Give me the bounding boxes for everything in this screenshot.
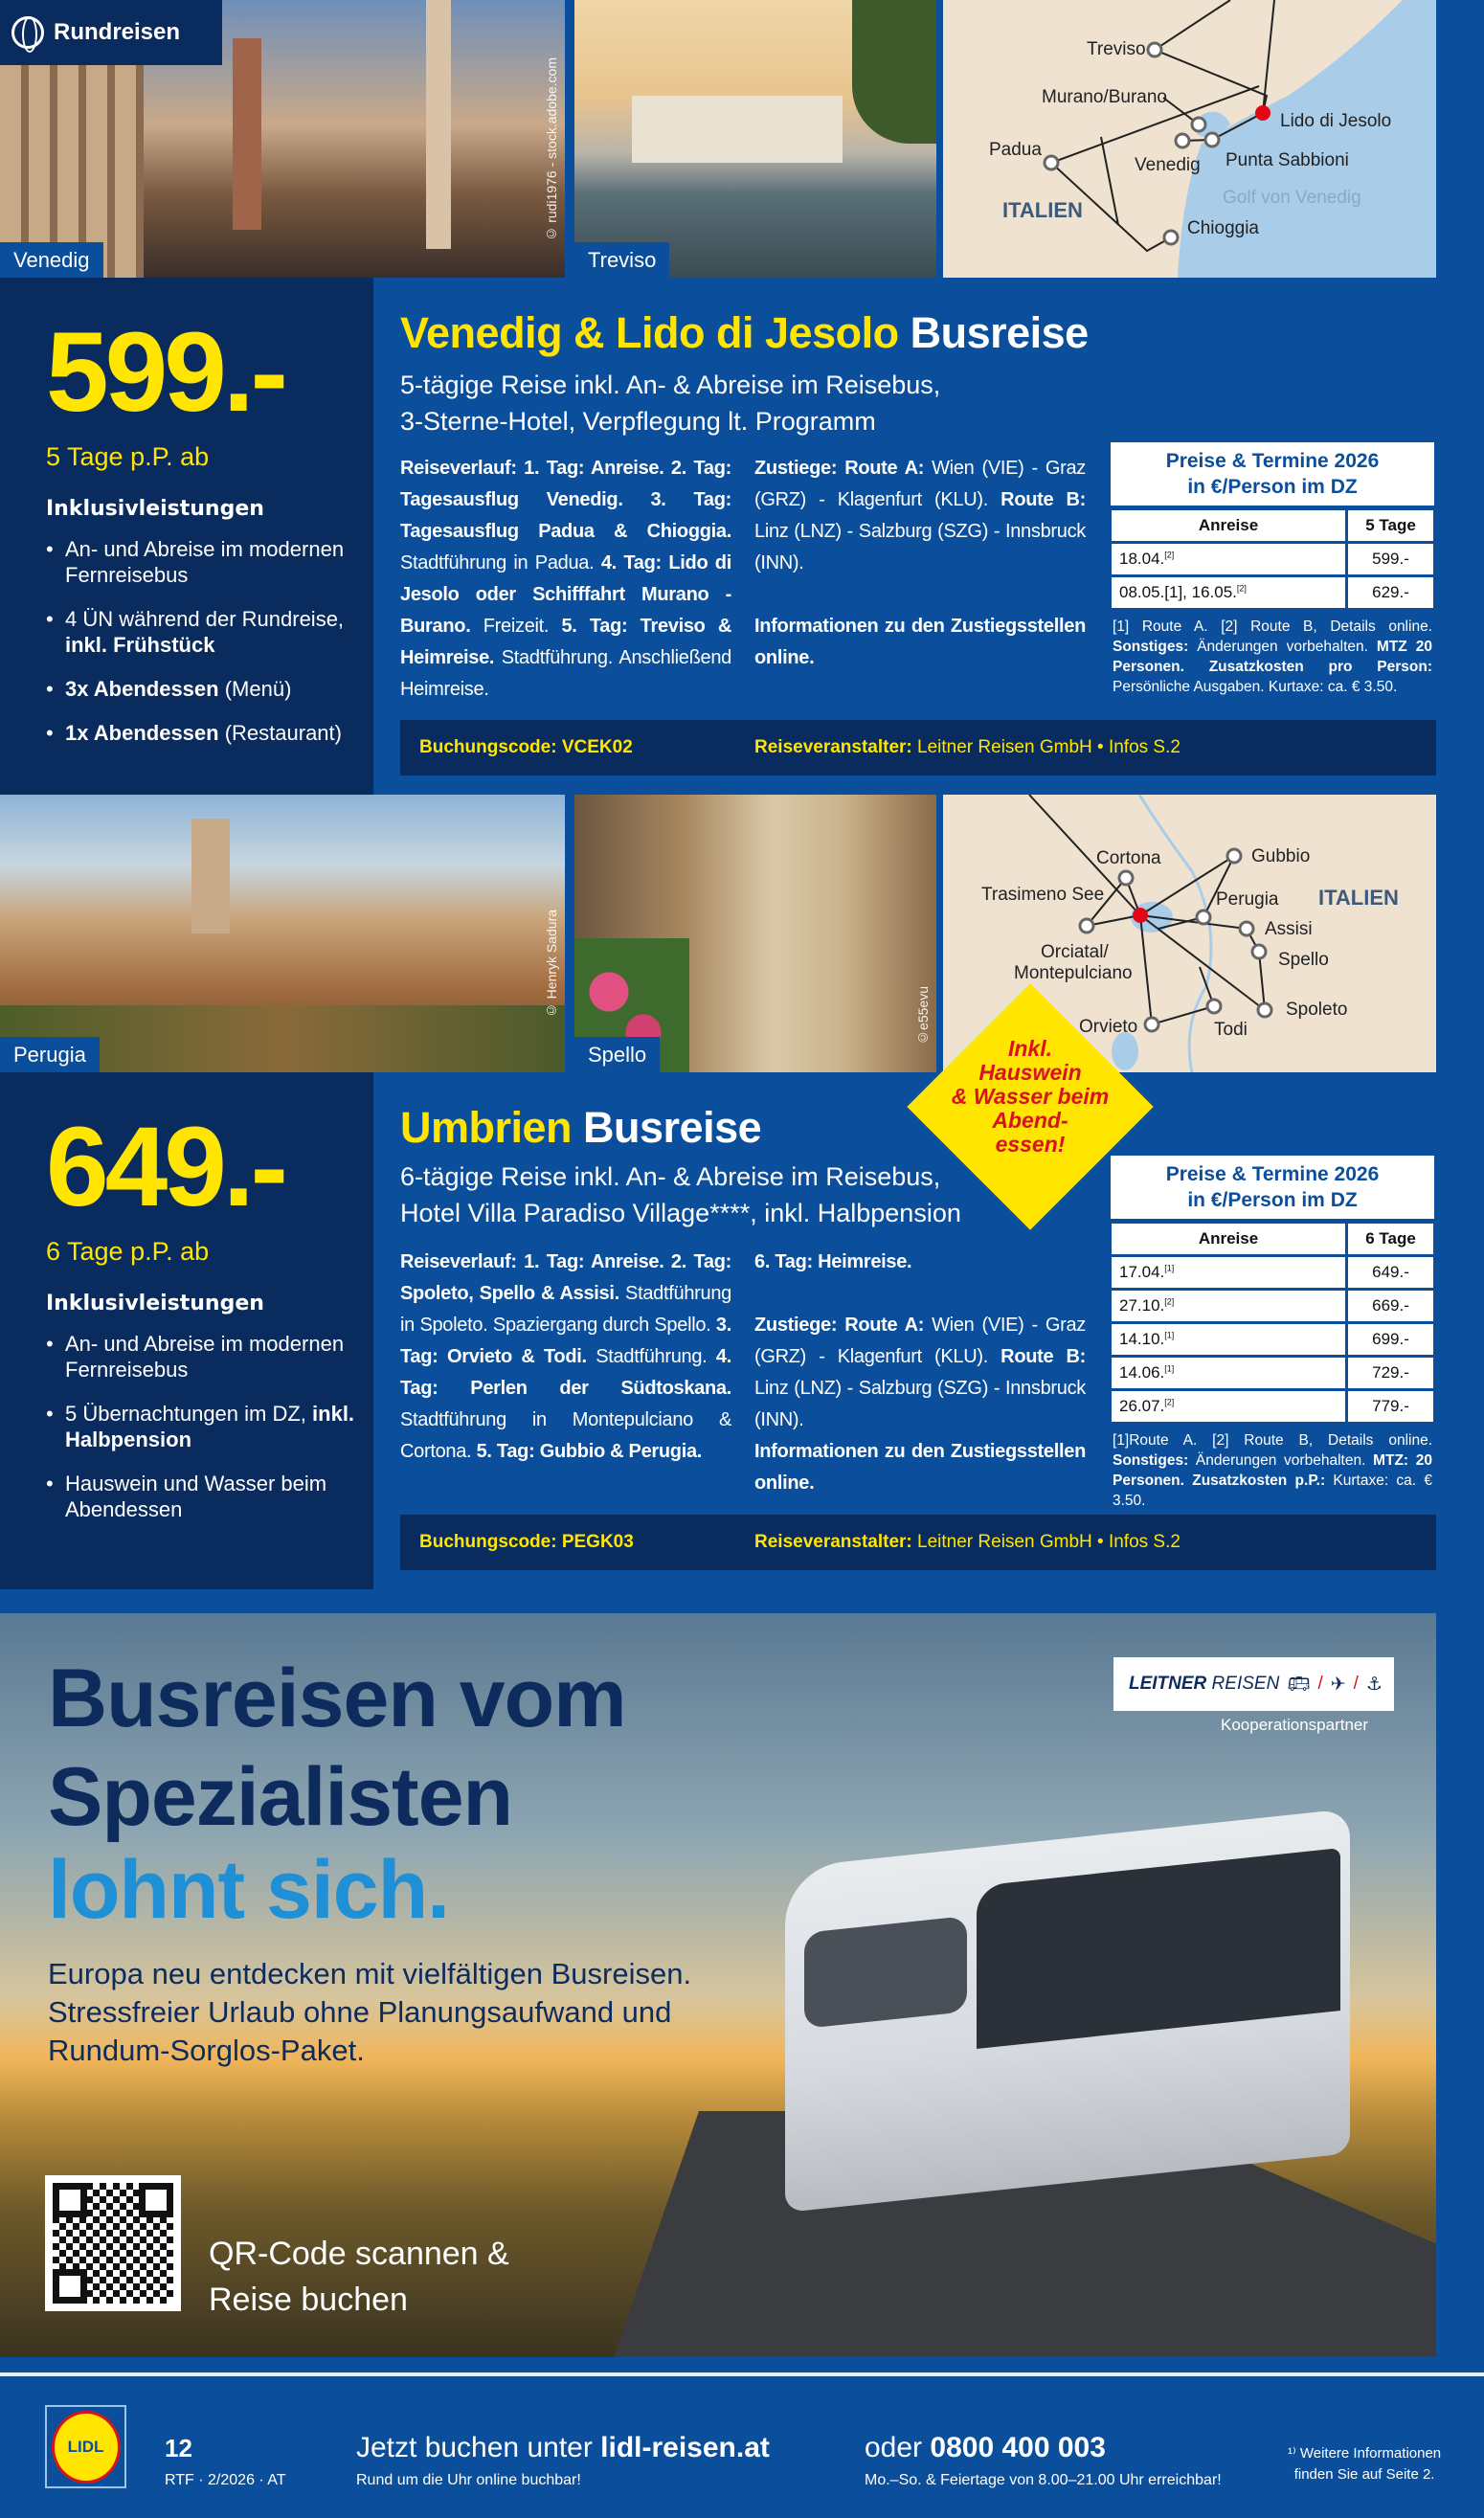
inclusion-item: [46, 720, 373, 746]
text: An- und Abreise im modernen Fernreisebus: [65, 537, 345, 587]
table-row: [1111, 1323, 1435, 1357]
lidl-logo-text: LIDL: [52, 2411, 121, 2484]
text: Wien (VIE) - Graz (GRZ) - Klagenfurt (KLU).: [754, 1315, 1086, 1367]
price-table-title: [1109, 440, 1436, 507]
route-note: [2]: [1164, 1397, 1175, 1407]
footer-note-line: finden Sie auf Seite 2.: [1293, 2466, 1435, 2483]
text: Wien (VIE) - Graz (GRZ) - Klagenfurt (KLU).: [754, 458, 1086, 510]
globe-icon: [11, 16, 44, 49]
text: Stadtführung. Anschließend Heimreise.: [400, 647, 731, 700]
book-url-link[interactable]: lidl-reisen.at: [600, 2432, 770, 2463]
map-label: Murano/Burano: [1042, 87, 1167, 107]
phone-number[interactable]: 0800 400 003: [930, 2432, 1106, 2463]
text: Stadtführung in Montepulciano & Cortona.: [400, 1409, 731, 1462]
route-map-venedig: [943, 0, 1436, 278]
bold-text: 5. Tag: Gubbio & Perugia.: [476, 1441, 703, 1462]
date: 18.04.: [1119, 550, 1165, 568]
price-cell: 729.-: [1347, 1357, 1435, 1390]
inclusion-item: [46, 536, 373, 588]
inclusions-list: [46, 536, 373, 746]
map-label: Golf von Venedig: [1223, 188, 1361, 208]
booking-code: Buchungscode: VCEK02: [419, 737, 633, 757]
photo-caption: Spello: [574, 1037, 660, 1072]
date: 17.04.: [1119, 1263, 1165, 1281]
map-label: Cortona: [1096, 848, 1161, 868]
map-label: Padua: [989, 140, 1042, 160]
date-cell: [1111, 1390, 1347, 1424]
qr-caption: [209, 2231, 509, 2323]
text: [1] Route A. [2] Route B, Details online.: [1113, 618, 1432, 635]
banner-text-line: Rundum-Sorglos-Paket.: [48, 2034, 365, 2067]
booking-bar: [400, 720, 1436, 776]
price-cell: 629.-: [1347, 576, 1435, 610]
map-label: Orvieto: [1079, 1017, 1138, 1037]
table-row: [1111, 543, 1435, 576]
bold-text: 3x Abendessen: [65, 677, 219, 701]
bold-text: MTZ 20 Personen. Zusatzkosten pro Person:: [1113, 639, 1432, 675]
bold-text: 4. Tag: Lido di Jesolo oder Schifffahrt Murano - Burano.: [400, 552, 731, 637]
price-subtitle: 5 Tage p.P. ab: [46, 442, 210, 471]
date-cell: [1111, 543, 1347, 576]
photo-perugia: [0, 795, 565, 1072]
bold-text: 4. Tag: Perlen der Südtoskana.: [400, 1346, 731, 1399]
offer-subtitle: [400, 367, 940, 439]
photo-spello: [574, 795, 936, 1072]
inclusions-title: Inklusivleistungen: [46, 497, 264, 521]
organizer-value: Leitner Reisen GmbH • Infos S.2: [911, 1532, 1180, 1552]
bold-text: MTZ: 20 Personen. Zusatzkosten p.P.:: [1113, 1452, 1432, 1489]
map-label: Montepulciano: [1014, 963, 1133, 983]
booking-code: Buchungscode: PEGK03: [419, 1532, 634, 1552]
inclusion-item: [46, 1401, 373, 1452]
offer-title-rest: Busreise: [898, 308, 1089, 357]
banner-text-line: Stressfreier Urlaub ohne Planungsaufwand und: [48, 1995, 672, 2029]
offer-title: [400, 308, 1089, 358]
subtitle-line: 6-tägige Reise inkl. An- & Abreise im Reisebus,: [400, 1162, 941, 1191]
offer-title-highlight: Venedig & Lido di Jesolo: [400, 308, 899, 357]
buildings: [632, 96, 843, 163]
subtitle-line: 5-tägige Reise inkl. An- & Abreise im Reisebus,: [400, 371, 941, 399]
text: Stadtführung.: [586, 1346, 716, 1367]
inclusion-item: [46, 1471, 373, 1522]
organizer-label: Reiseveranstalter:: [754, 737, 912, 757]
subtitle-line: 3-Sterne-Hotel, Verpflegung lt. Programm: [400, 407, 876, 436]
offer-1-summary: [0, 278, 373, 795]
logo-light: REISEN: [1206, 1674, 1280, 1694]
map-label: Perugia: [1216, 889, 1279, 910]
organizer: [754, 737, 1180, 758]
offer-title-highlight: Umbrien: [400, 1103, 573, 1152]
banner-text-line: Europa neu entdecken mit vielfältigen Busreisen.: [48, 1957, 692, 1990]
text: Persönliche Ausgaben. Kurtaxe: ca. € 3.50.: [1113, 679, 1398, 695]
bold-text: Route B:: [1001, 1346, 1086, 1367]
photo-caption: Venedig: [0, 242, 103, 278]
route-note: [2]: [1236, 583, 1247, 594]
text: Änderungen vorbehalten.: [1188, 639, 1377, 655]
price-table-grid: [1109, 1221, 1436, 1425]
date: 14.10.: [1119, 1330, 1165, 1348]
map-label: Gubbio: [1251, 846, 1311, 866]
badge-line: Abend-: [992, 1108, 1068, 1133]
date-cell: [1111, 576, 1347, 610]
organizer: [754, 1532, 1180, 1553]
table-footnote: [1109, 617, 1436, 697]
price-table: [1109, 440, 1436, 697]
bus: [785, 1809, 1350, 2213]
bold-text: Route B:: [1001, 489, 1086, 510]
bold-text: inkl. Halbpension: [65, 1402, 355, 1451]
text: Kurtaxe: ca. € 3.50.: [1113, 1473, 1432, 1509]
footer: [0, 2372, 1484, 2518]
offer-title-rest: Busreise: [572, 1103, 762, 1152]
route-note: [1]: [1164, 1330, 1175, 1340]
text: Linz (LNZ) - Salzburg (SZG) - Innsbruck (INN).: [754, 521, 1086, 573]
route-note: [1]: [1164, 1363, 1175, 1374]
map-label: ITALIEN: [1002, 198, 1083, 222]
map-label: Lido di Jesolo: [1280, 111, 1392, 131]
date-cell: [1111, 1323, 1347, 1357]
bus-windows: [977, 1848, 1340, 2049]
text: Hauswein und Wasser beim Abendessen: [65, 1472, 327, 1521]
table-header: [1111, 1223, 1435, 1256]
date: 27.10.: [1119, 1296, 1165, 1315]
photo-caption: Perugia: [0, 1037, 100, 1072]
date-cell: [1111, 1357, 1347, 1390]
map-label: Treviso: [1087, 39, 1146, 59]
bold-text: 5. Tag: Treviso & Heimreise.: [400, 616, 732, 668]
column: [426, 0, 451, 249]
photo-credit: ©e55evu: [915, 986, 931, 1045]
bold-text: inkl. Frühstück: [65, 633, 215, 657]
boarding-points: [754, 1310, 1086, 1436]
badge-line: Hauswein: [978, 1060, 1082, 1085]
price-cell: 669.-: [1347, 1290, 1435, 1323]
tower: [191, 819, 230, 933]
book-phone: [865, 2432, 1106, 2464]
banner-headline-2: Spezialisten: [48, 1751, 513, 1843]
map-label: Assisi: [1265, 919, 1313, 939]
boarding-online-note: Informationen zu den Zustiegsstellen online.: [754, 1441, 1086, 1494]
map-label: Venedig: [1135, 155, 1201, 175]
date: 08.05.[1], 16.05.: [1119, 583, 1237, 601]
edition: RTF · 2/2026 · AT: [165, 2472, 286, 2488]
photo-caption: Treviso: [574, 242, 669, 278]
offer-2-summary: [0, 1072, 373, 1589]
photo-credit: © Henryk Sadura: [544, 910, 559, 1019]
badge-line: essen!: [995, 1132, 1066, 1157]
map-label: ITALIEN: [1318, 886, 1399, 910]
plane-icon: ✈︎: [1330, 1674, 1346, 1695]
text: Stadtführung in Padua.: [400, 552, 601, 573]
date: 26.07.: [1119, 1397, 1165, 1415]
date-cell: [1111, 1256, 1347, 1290]
phone-prefix: oder: [865, 2432, 931, 2463]
boarding-info: [754, 1247, 1086, 1499]
ship-icon: ⚓︎: [1365, 1674, 1383, 1695]
inclusions-list: [46, 1331, 373, 1522]
offer-price: 649.-: [46, 1104, 284, 1230]
footer-note-line: ¹⁾ Weitere Informationen: [1288, 2445, 1442, 2462]
boarding-info: [754, 453, 1086, 674]
inclusion-item: [46, 1331, 373, 1383]
footer-note: [1288, 2443, 1441, 2485]
map-label: Spello: [1278, 950, 1329, 970]
text: Änderungen vorbehalten.: [1188, 1452, 1374, 1469]
table-title-line: in €/Person im DZ: [1187, 476, 1358, 498]
table-row: [1111, 1290, 1435, 1323]
itinerary: [400, 1247, 731, 1468]
logo-bold: LEITNER: [1129, 1674, 1207, 1694]
date: 14.06.: [1119, 1363, 1165, 1382]
subtitle-line: Hotel Villa Paradiso Village****, inkl. Halbpension: [400, 1199, 961, 1227]
map-label: Todi: [1214, 1020, 1248, 1040]
text: Freizeit.: [470, 616, 562, 637]
boarding-online-note: Informationen zu den Zustiegsstellen online.: [754, 616, 1086, 668]
table-footnote: [1109, 1430, 1436, 1511]
phone-hours: Mo.–So. & Feiertage von 8.00–21.00 Uhr erreichbar!: [865, 2472, 1222, 2488]
offer-price: 599.-: [46, 309, 284, 436]
banner-headline-3: lohnt sich.: [48, 1844, 449, 1936]
table-row: [1111, 1357, 1435, 1390]
table-title-line: Preise & Termine 2026: [1165, 1163, 1380, 1185]
lidl-logo[interactable]: [45, 2405, 126, 2488]
table-row: [1111, 1390, 1435, 1424]
map-label: Chioggia: [1187, 218, 1259, 238]
text: An- und Abreise im modernen Fernreisebus: [65, 1332, 345, 1382]
inclusions-title: Inklusivleistungen: [46, 1292, 264, 1315]
bold-text: Sonstiges:: [1113, 639, 1189, 655]
table-title-line: in €/Person im DZ: [1187, 1189, 1358, 1211]
bus-side-windows: [804, 1916, 967, 2029]
price-subtitle: 6 Tage p.P. ab: [46, 1237, 210, 1266]
booking-bar: [400, 1515, 1436, 1570]
text: 4 ÜN während der Rundreise,: [65, 607, 345, 631]
text: Stadtführung in Spoleto. Spaziergang durch Spello.: [400, 1283, 731, 1336]
price-table-title: [1109, 1154, 1436, 1221]
campanile: [233, 38, 261, 230]
price-table: [1109, 1154, 1436, 1511]
text: (Restaurant): [218, 721, 342, 745]
table-row: [1111, 1256, 1435, 1290]
offer-title: [400, 1103, 761, 1153]
itinerary-last-day: 6. Tag: Heimreise.: [754, 1251, 912, 1272]
photo-credit: © rudi1976 - stock.adobe.com: [544, 57, 559, 242]
inclusion-item: [46, 606, 373, 658]
book-online: [356, 2432, 770, 2464]
map-label: Orciatal/: [1041, 942, 1109, 962]
banner-text: [48, 1955, 691, 2070]
price-table-grid: [1109, 507, 1436, 611]
section-tag-label: Rundreisen: [54, 19, 181, 45]
map-label: Spoleto: [1286, 1000, 1348, 1020]
col-header-date: Anreise: [1111, 509, 1347, 543]
date-cell: [1111, 1290, 1347, 1323]
organizer-label: Reiseveranstalter:: [754, 1532, 912, 1552]
boarding-points: [754, 453, 1086, 579]
page-number: 12: [165, 2434, 192, 2462]
map-graphic: [943, 0, 1436, 278]
price-cell: 699.-: [1347, 1323, 1435, 1357]
text: Linz (LNZ) - Salzburg (SZG) - Innsbruck (INN).: [754, 1378, 1086, 1430]
photo-treviso: [574, 0, 936, 278]
qr-caption-line: QR-Code scannen &: [209, 2236, 509, 2272]
table-row: [1111, 576, 1435, 610]
bold-text: 3. Tag: Orvieto & Todi.: [400, 1315, 731, 1367]
qr-code[interactable]: [45, 2175, 181, 2311]
bold-text: Zustiege: Route A:: [754, 1315, 925, 1336]
table-header: [1111, 509, 1435, 543]
bold-text: Zustiege: Route A:: [754, 458, 925, 479]
col-header-price: 6 Tage: [1347, 1223, 1435, 1256]
route-note: [2]: [1164, 1296, 1175, 1307]
bold-text: 1x Abendessen: [65, 721, 219, 745]
col-header-price: 5 Tage: [1347, 509, 1435, 543]
route-note: [2]: [1164, 550, 1175, 560]
price-cell: 779.-: [1347, 1390, 1435, 1424]
offer-subtitle: [400, 1158, 961, 1231]
badge-text: [924, 1037, 1136, 1157]
text: 5 Übernachtungen im DZ,: [65, 1402, 313, 1426]
map-label: Punta Sabbioni: [1225, 150, 1349, 170]
section-tag: [0, 0, 222, 65]
bold-text: Reiseverlauf: 1. Tag: Anreise. 2. Tag: Spoleto, Spello & Assisi.: [400, 1251, 731, 1304]
badge-line: Inkl.: [1007, 1036, 1052, 1061]
book-prefix: Jetzt buchen unter: [356, 2432, 601, 2463]
text: (Menü): [218, 677, 292, 701]
book-online-sub: Rund um die Uhr online buchbar!: [356, 2472, 581, 2488]
badge-line: & Wasser beim: [951, 1084, 1110, 1109]
partner-caption: Kooperationspartner: [1221, 1716, 1369, 1734]
col-header-date: Anreise: [1111, 1223, 1347, 1256]
text: [1]Route A. [2] Route B, Details online.: [1113, 1432, 1432, 1449]
bold-text: Reiseverlauf: 1. Tag: Anreise. 2. Tag: Tagesausflug Venedig. 3. Tag: Tagesausflug Padua & Chioggia.: [400, 458, 731, 542]
price-cell: 649.-: [1347, 1256, 1435, 1290]
route-note: [1]: [1164, 1263, 1175, 1273]
tree: [852, 0, 936, 144]
map-label: Trasimeno See: [981, 885, 1105, 905]
bold-text: Sonstiges:: [1113, 1452, 1189, 1469]
table-title-line: Preise & Termine 2026: [1165, 450, 1380, 472]
inclusion-item: [46, 676, 373, 702]
banner-headline-1: Busreisen vom: [48, 1652, 626, 1744]
bus-icon: 🚌︎: [1287, 1675, 1311, 1695]
price-cell: 599.-: [1347, 543, 1435, 576]
qr-caption-line: Reise buchen: [209, 2282, 408, 2318]
itinerary: [400, 453, 731, 706]
partner-logo: LEITNER REISEN 🚌︎ / ✈︎ / ⚓︎: [1113, 1657, 1394, 1711]
organizer-value: Leitner Reisen GmbH • Infos S.2: [911, 737, 1180, 757]
